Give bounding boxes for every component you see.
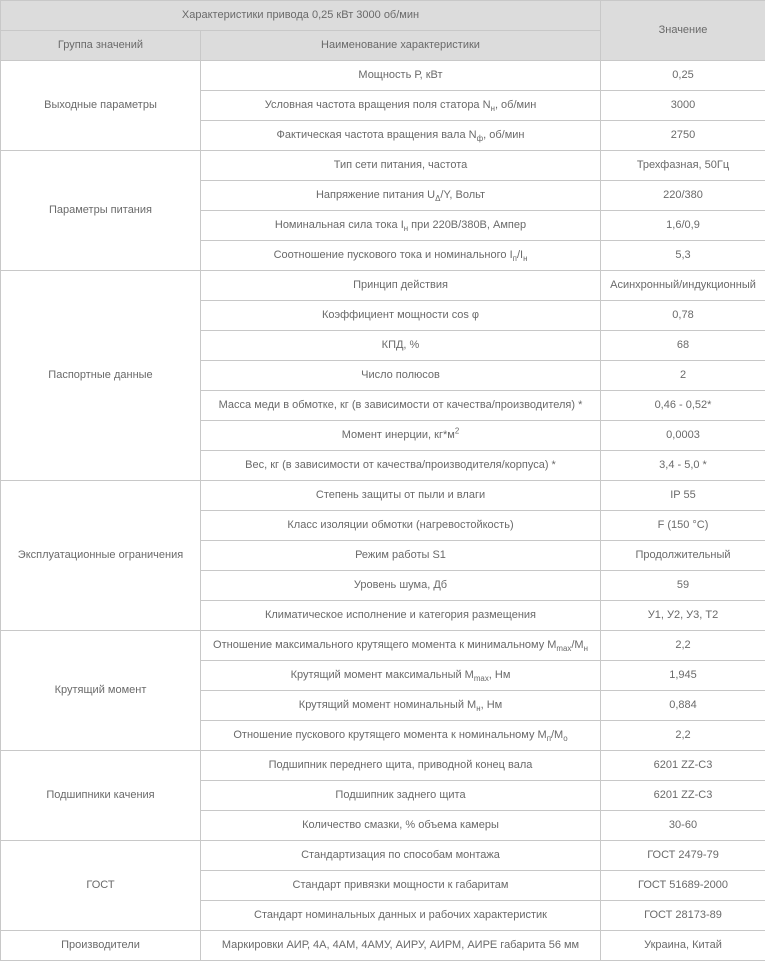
characteristic-name-cell: Коэффициент мощности cos φ	[201, 301, 601, 331]
table-body	[1, 61, 765, 961]
characteristic-name-cell: Количество смазки, % объема камеры	[201, 811, 601, 841]
characteristic-name-cell: Номинальная сила тока $I_н$ при 220В/380В, Ампер	[201, 211, 601, 241]
characteristic-value-cell: Асинхронный/индукционный	[601, 271, 765, 301]
characteristic-name-cell: Стандарт номинальных данных и рабочих характеристик	[201, 901, 601, 931]
group-cell: Эксплуатационные ограничения	[1, 481, 201, 631]
characteristic-name-cell: Принцип действия	[201, 271, 601, 301]
table-title-row	[1, 1, 765, 31]
characteristic-value-cell: Продолжительный	[601, 541, 765, 571]
characteristic-value-cell: 68	[601, 331, 765, 361]
characteristic-name-cell: Число полюсов	[201, 361, 601, 391]
characteristic-name-cell: Класс изоляции обмотки (нагревостойкость)	[201, 511, 601, 541]
characteristic-value-cell: 220/380	[601, 181, 765, 211]
characteristic-name-cell: Стандарт привязки мощности к габаритам	[201, 871, 601, 901]
table-row	[1, 481, 765, 511]
characteristic-name-cell: Отношение пускового крутящего момента к номинальному $М_п/М_о$	[201, 721, 601, 751]
characteristic-name-cell: Степень защиты от пыли и влаги	[201, 481, 601, 511]
characteristic-value-cell: 3,4 - 5,0 *	[601, 451, 765, 481]
characteristic-value-cell: 1,6/0,9	[601, 211, 765, 241]
characteristic-value-cell: 59	[601, 571, 765, 601]
group-cell: Выходные параметры	[1, 61, 201, 151]
characteristic-name-cell: Соотношение пускового тока и номинального $I_п/I_н$	[201, 241, 601, 271]
column-header-group: Группа значений	[1, 31, 201, 61]
characteristic-value-cell: ГОСТ 51689-2000	[601, 871, 765, 901]
characteristic-name-cell: Момент инерции, $кг*м^2$	[201, 421, 601, 451]
characteristic-value-cell: 5,3	[601, 241, 765, 271]
characteristic-value-cell: 6201 ZZ-C3	[601, 751, 765, 781]
table-row	[1, 841, 765, 871]
characteristic-name-cell: Маркировки АИР, 4А, 4АМ, 4АМУ, АИРУ, АИРМ, АИРЕ габарита 56 мм	[201, 931, 601, 961]
table-row	[1, 61, 765, 91]
characteristic-value-cell: 0,0003	[601, 421, 765, 451]
characteristic-value-cell: 0,78	[601, 301, 765, 331]
characteristic-name-cell: Фактическая частота вращения вала $N_ф$, об/мин	[201, 121, 601, 151]
characteristic-value-cell: 0,46 - 0,52*	[601, 391, 765, 421]
characteristic-value-cell: 2,2	[601, 721, 765, 751]
characteristic-name-cell: КПД, %	[201, 331, 601, 361]
characteristic-name-cell: Подшипник переднего щита, приводной конец вала	[201, 751, 601, 781]
characteristic-name-cell: Масса меди в обмотке, кг (в зависимости от качества/производителя) *	[201, 391, 601, 421]
characteristic-value-cell: ГОСТ 2479-79	[601, 841, 765, 871]
group-cell: Подшипники качения	[1, 751, 201, 841]
characteristic-name-cell: Крутящий момент максимальный $М_{max}$, Нм	[201, 661, 601, 691]
group-cell: Крутящий момент	[1, 631, 201, 751]
table-row	[1, 631, 765, 661]
table-row	[1, 751, 765, 781]
group-cell: Паспортные данные	[1, 271, 201, 481]
characteristic-value-cell: 2750	[601, 121, 765, 151]
characteristic-value-cell: 2,2	[601, 631, 765, 661]
group-cell: ГОСТ	[1, 841, 201, 931]
characteristic-name-cell: Подшипник заднего щита	[201, 781, 601, 811]
characteristic-name-cell: Тип сети питания, частота	[201, 151, 601, 181]
column-header-name: Наименование характеристики	[201, 31, 601, 61]
characteristic-name-cell: Режим работы S1	[201, 541, 601, 571]
characteristic-name-cell: Отношение максимального крутящего момента к минимальному $М_{max}/М_н$	[201, 631, 601, 661]
characteristic-name-cell: Климатическое исполнение и категория размещения	[201, 601, 601, 631]
group-cell: Производители	[1, 931, 201, 961]
characteristic-value-cell: Украина, Китай	[601, 931, 765, 961]
characteristic-value-cell: У1, У2, У3, Т2	[601, 601, 765, 631]
characteristic-name-cell: Уровень шума, Дб	[201, 571, 601, 601]
characteristic-value-cell: 6201 ZZ-C3	[601, 781, 765, 811]
table-row	[1, 271, 765, 301]
characteristic-name-cell: Крутящий момент номинальный $М_н$, Нм	[201, 691, 601, 721]
characteristic-value-cell: F (150 °C)	[601, 511, 765, 541]
table-row	[1, 151, 765, 181]
table-header	[1, 1, 765, 61]
characteristic-name-cell: Стандартизация по способам монтажа	[201, 841, 601, 871]
characteristic-value-cell: Трехфазная, 50Гц	[601, 151, 765, 181]
characteristic-name-cell: Напряжение питания $U_\Delta/Y$, Вольт	[201, 181, 601, 211]
characteristic-value-cell: 0,25	[601, 61, 765, 91]
characteristic-name-cell: Условная частота вращения поля статора $N_н$, об/мин	[201, 91, 601, 121]
characteristic-value-cell: 30-60	[601, 811, 765, 841]
table-row	[1, 931, 765, 961]
characteristic-name-cell: Мощность Р, кВт	[201, 61, 601, 91]
group-cell: Параметры питания	[1, 151, 201, 271]
characteristic-value-cell: IP 55	[601, 481, 765, 511]
characteristic-name-cell: Вес, кг (в зависимости от качества/производителя/корпуса) *	[201, 451, 601, 481]
characteristic-value-cell: 1,945	[601, 661, 765, 691]
characteristic-value-cell: 0,884	[601, 691, 765, 721]
characteristic-value-cell: 2	[601, 361, 765, 391]
column-header-value: Значение	[601, 1, 765, 61]
table-title: Характеристики привода 0,25 кВт 3000 об/мин	[1, 1, 601, 31]
characteristic-value-cell: ГОСТ 28173-89	[601, 901, 765, 931]
characteristic-value-cell: 3000	[601, 91, 765, 121]
